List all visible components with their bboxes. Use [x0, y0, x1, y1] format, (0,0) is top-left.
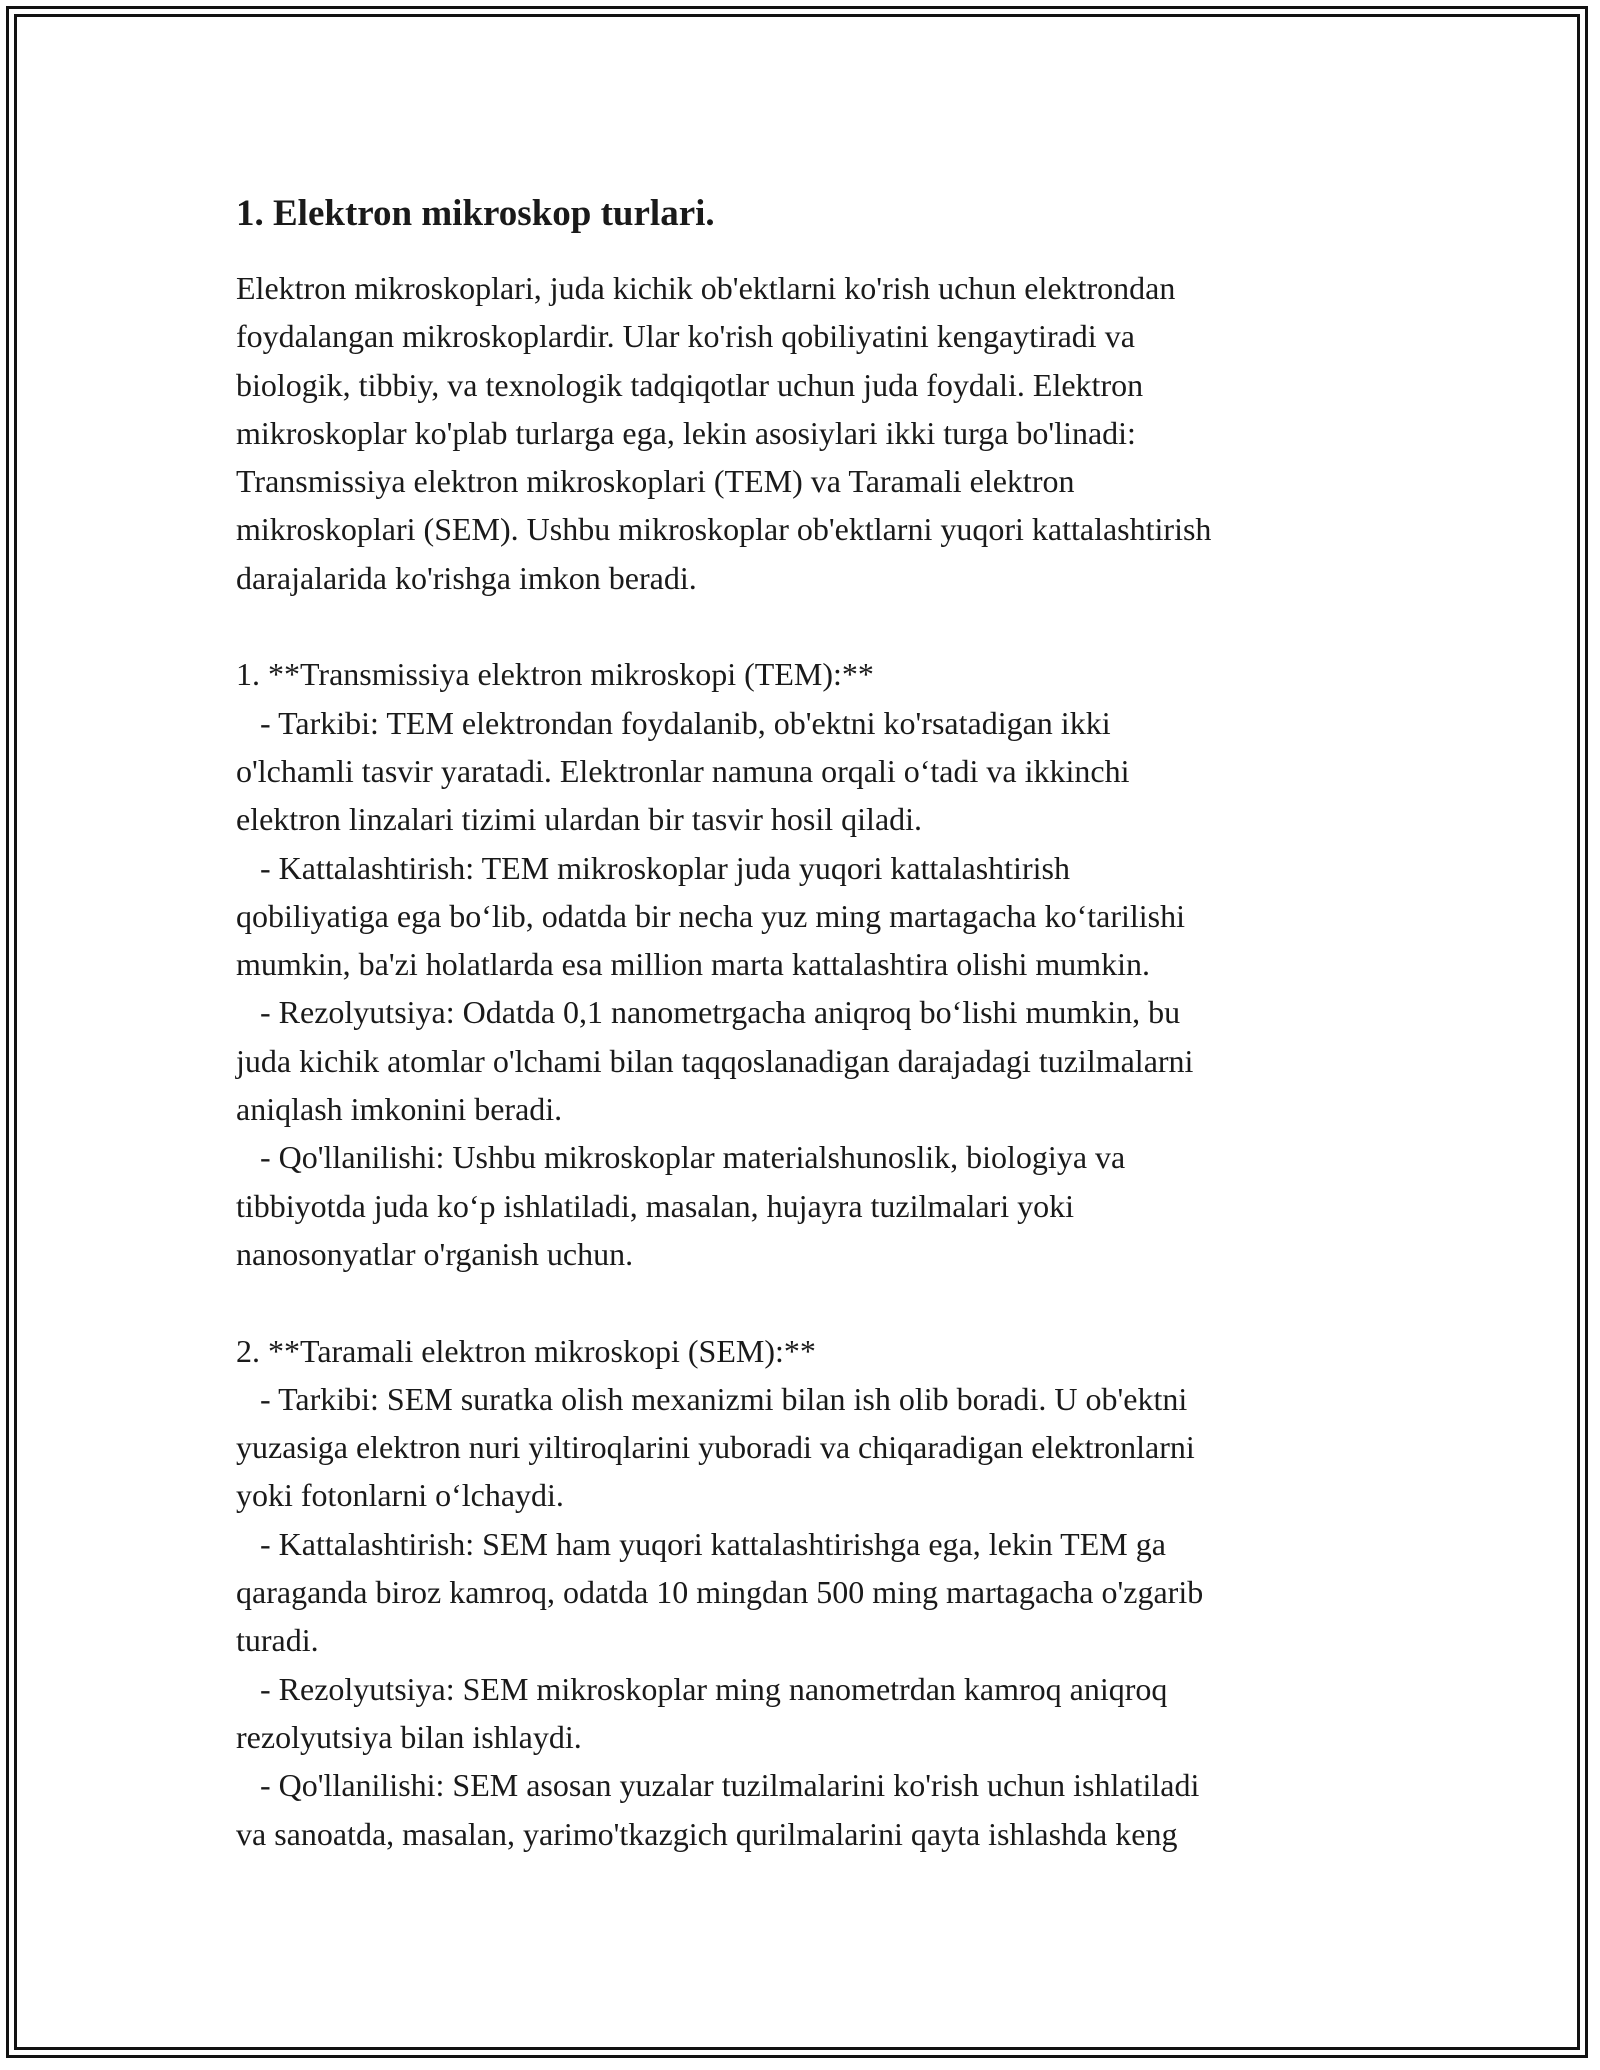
document-title: 1. Elektron mikroskop turlari.	[236, 193, 715, 234]
spacer	[236, 602, 1366, 650]
sem-line: turadi.	[236, 1622, 319, 1659]
sem-line: yoki fotonlarni o‘lchaydi.	[236, 1477, 564, 1514]
document-body	[236, 190, 1366, 1858]
tem-line: - Tarkibi: TEM elektrondan foydalanib, ob'ektni ko'rsatadigan ikki	[236, 704, 1111, 741]
sem-line: - Rezolyutsiya: SEM mikroskoplar ming nanometrdan kamroq aniqroq	[236, 1670, 1168, 1707]
intro-line: mikroskoplari (SEM). Ushbu mikroskoplar ob'ektlarni yuqori kattalashtirish	[236, 511, 1212, 548]
intro-line: Elektron mikroskoplari, juda kichik ob'ektlarni ko'rish uchun elektrondan	[236, 270, 1176, 306]
sem-line: qaraganda biroz kamroq, odatda 10 mingdan 500 ming martagacha o'zgarib	[236, 1574, 1204, 1611]
sem-heading: 2. **Taramali elektron mikroskopi (SEM):**	[236, 1332, 816, 1369]
intro-line: Transmissiya elektron mikroskoplari (TEM) va Taramali elektron	[236, 463, 1075, 500]
sem-line: - Kattalashtirish: SEM ham yuqori kattalashtirishga ega, lekin TEM ga	[236, 1525, 1166, 1562]
sem-line: va sanoatda, masalan, yarimo'tkazgich qurilmalarini qayta ishlashda keng	[236, 1815, 1178, 1852]
tem-heading: 1. **Transmissiya elektron mikroskopi (TEM):**	[236, 656, 874, 693]
sem-line: rezolyutsiya bilan ishlaydi.	[236, 1718, 582, 1755]
sem-line: - Qo'llanilishi: SEM asosan yuzalar tuzilmalarini ko'rish uchun ishlatiladi	[236, 1767, 1200, 1804]
tem-line: qobiliyatiga ega bo‘lib, odatda bir necha yuz ming martagacha ko‘tarilishi	[236, 897, 1186, 934]
tem-line: elektron linzalari tizimi ulardan bir tasvir hosil qiladi.	[236, 801, 923, 838]
tem-line: tibbiyotda juda ko‘p ishlatiladi, masalan, hujayra tuzilmalari yoki	[236, 1187, 1075, 1224]
tem-line: nanosonyatlar o'rganish uchun.	[236, 1235, 634, 1272]
sem-line: yuzasiga elektron nuri yiltiroqlarini yuboradi va chiqaradigan elektronlarni	[236, 1429, 1195, 1466]
spacer	[236, 1278, 1366, 1326]
tem-line: mumkin, ba'zi holatlarda esa million marta kattalashtira olishi mumkin.	[236, 946, 1150, 983]
sem-section	[236, 1327, 1366, 1858]
tem-section	[236, 650, 1366, 1278]
tem-line: - Kattalashtirish: TEM mikroskoplar juda yuqori kattalashtirish	[236, 849, 1070, 886]
intro-line: foydalangan mikroskoplardir. Ular ko'rish qobiliyatini kengaytiradi va	[236, 318, 1135, 355]
intro-line: biologik, tibbiy, va texnologik tadqiqotlar uchun juda foydali. Elektron	[236, 366, 1144, 403]
intro-line: mikroskoplar ko'plab turlarga ega, lekin asosiylari ikki turga bo'linadi:	[236, 414, 1136, 451]
intro-paragraph	[236, 264, 1366, 602]
tem-line: - Qo'llanilishi: Ushbu mikroskoplar materialshunoslik, biologiya va	[236, 1139, 1126, 1176]
sem-line: - Tarkibi: SEM suratka olish mexanizmi bilan ish olib boradi. U ob'ektni	[236, 1380, 1188, 1417]
tem-line: - Rezolyutsiya: Odatda 0,1 nanometrgacha aniqroq bo‘lishi mumkin, bu	[236, 994, 1181, 1031]
tem-line: o'lchamli tasvir yaratadi. Elektronlar namuna orqali o‘tadi va ikkinchi	[236, 752, 1130, 789]
tem-line: juda kichik atomlar o'lchami bilan taqqoslanadigan darajadagi tuzilmalarni	[236, 1042, 1194, 1079]
tem-line: aniqlash imkonini beradi.	[236, 1091, 563, 1128]
intro-line: darajalarida ko'rishga imkon beradi.	[236, 559, 697, 596]
